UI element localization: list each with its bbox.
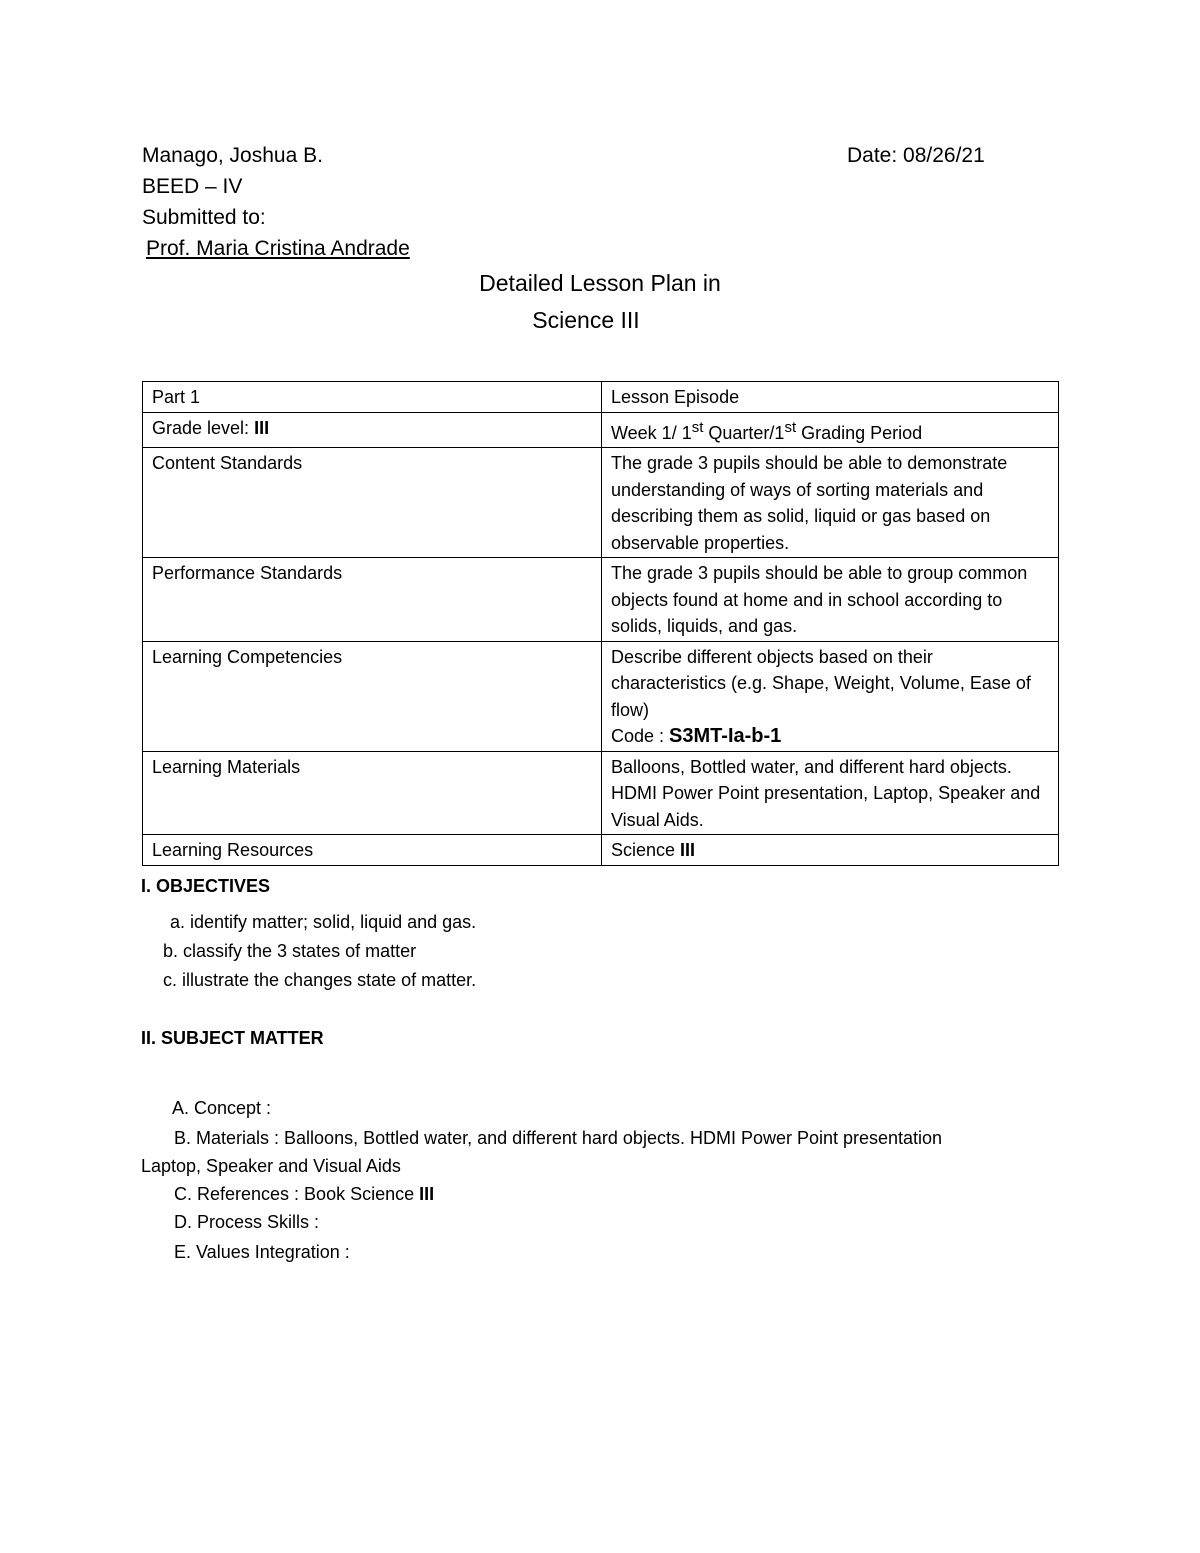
references-prefix: C. References : Book Science [174,1184,420,1204]
competency-code [611,723,1049,750]
table-row [143,558,1059,642]
learning-resources-label: Learning Resources [143,835,602,866]
concept-line: A. Concept : [172,1098,272,1118]
objective-b: b. classify the 3 states of matter [163,941,417,961]
materials-line-1: B. Materials : Balloons, Bottled water, and different hard objects. HDMI Power Point presentation [174,1128,943,1148]
table-row [143,641,1059,751]
grade-level-value: III [254,417,270,438]
code-label: Code : [611,726,670,746]
submitted-to-label: Submitted to: [142,206,266,229]
references-line [174,1184,434,1205]
episode-cell: Lesson Episode [602,382,1059,413]
week-mid: Quarter/1 [703,422,785,443]
document-title: Detailed Lesson Plan in [479,270,721,296]
code-value: S3MT-Ia-b-1 [669,725,782,747]
resources-prefix: Science [611,840,681,860]
learning-materials-value: Balloons, Bottled water, and different hard objects. HDMI Power Point presentation, Laptop, Speaker and Visual Aids. [602,751,1059,835]
process-skills-line: D. Process Skills : [174,1212,320,1232]
objective-a: a. identify matter; solid, liquid and gas. [170,912,477,932]
content-standards-label: Content Standards [143,448,602,558]
course-year: BEED – IV [142,175,243,198]
performance-standards-label: Performance Standards [143,558,602,642]
table-row [143,835,1059,866]
values-integration-line: E. Values Integration : [174,1242,350,1262]
learning-resources-cell [602,835,1059,866]
references-value: III [419,1184,435,1204]
learning-competencies-cell [602,641,1059,751]
week-ordinal-2: st [784,418,797,436]
content-standards-value: The grade 3 pupils should be able to demonstrate understanding of ways of sorting materials and describing them as solid, liquid or gas based on observable properties. [602,448,1059,558]
professor-name: Prof. Maria Cristina Andrade [146,237,410,260]
table-row [143,412,1059,448]
week-ordinal-1: st [691,418,704,436]
week-suffix: Grading Period [796,422,923,443]
document-subtitle: Science III [532,307,640,333]
table-row [143,382,1059,413]
author-name: Manago, Joshua B. [142,144,323,167]
objective-c: c. illustrate the changes state of matter. [163,970,477,990]
grade-level-cell [143,412,602,448]
table-row [143,448,1059,558]
subject-matter-heading: II. SUBJECT MATTER [141,1028,324,1048]
materials-line-2: Laptop, Speaker and Visual Aids [141,1156,401,1176]
part-cell: Part 1 [143,382,602,413]
table-row [143,751,1059,835]
learning-competencies-label: Learning Competencies [143,641,602,751]
learning-materials-label: Learning Materials [143,751,602,835]
performance-standards-value: The grade 3 pupils should be able to group common objects found at home and in school according to solids, liquids, and gas. [602,558,1059,642]
resources-value: III [680,840,696,860]
learning-competencies-value: Describe different objects based on their characteristics (e.g. Shape, Weight, Volume, Ease of flow) [611,646,1031,720]
week-prefix: Week 1/ 1 [611,422,692,443]
week-cell [602,412,1059,448]
objectives-heading: I. OBJECTIVES [141,876,271,896]
document-date: Date: 08/26/21 [847,144,985,167]
grade-level-label: Grade level: [152,417,255,438]
lesson-info-table [142,381,1059,866]
